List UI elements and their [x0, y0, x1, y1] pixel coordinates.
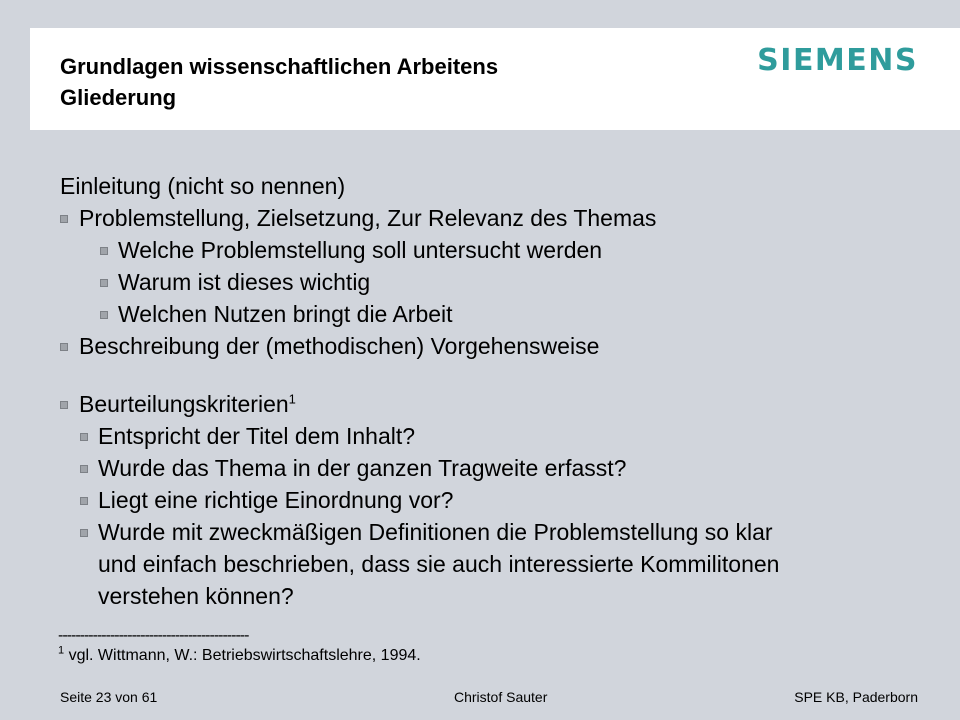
- bullet-text: Wurde das Thema in der ganzen Tragweite erfasst?: [98, 455, 627, 481]
- sub-bullet-continuation: und einfach beschrieben, dass sie auch interessierte Kommilitonen: [98, 551, 780, 577]
- bullet-text: Welche Problemstellung soll untersucht werden: [118, 237, 603, 263]
- square-bullet-icon: [80, 465, 88, 473]
- square-bullet-icon: [60, 343, 68, 351]
- sub-bullet: [60, 234, 940, 266]
- bullet-vorgehensweise: [60, 330, 940, 362]
- footnote-citation: vgl. Wittmann, W.: Betriebswirtschaftslehre, 1994.: [64, 647, 421, 664]
- bullet-text: Warum ist dieses wichtig: [118, 269, 371, 295]
- slide-title: [60, 51, 498, 113]
- square-bullet-icon: [100, 279, 108, 287]
- slide-body: [60, 170, 940, 612]
- bullet-text: Liegt eine richtige Einordnung vor?: [98, 487, 454, 513]
- sub-bullet: [60, 266, 940, 298]
- footer-author: Christof Sauter: [454, 689, 548, 705]
- footnote-ref: 1: [288, 391, 296, 407]
- sub-bullet: [60, 516, 940, 548]
- square-bullet-icon: [100, 311, 108, 319]
- square-bullet-icon: [60, 401, 68, 409]
- sub-bullet: [60, 420, 940, 452]
- footnote-marker: 1: [58, 644, 65, 657]
- sub-bullet: [60, 484, 940, 516]
- bullet-problemstellung: [60, 202, 940, 234]
- bullet-text: Problemstellung, Zielsetzung, Zur Relevanz des Themas: [79, 205, 657, 231]
- bullet-text: Entspricht der Titel dem Inhalt?: [98, 423, 416, 449]
- footnote: [58, 626, 421, 666]
- sub-bullet-continuation: verstehen können?: [98, 583, 294, 609]
- footnote-separator: --------------------------------------------: [58, 627, 249, 644]
- sub-bullet: [60, 298, 940, 330]
- bullet-text: Wurde mit zweckmäßigen Definitionen die Problemstellung so klar: [98, 519, 773, 545]
- square-bullet-icon: [80, 433, 88, 441]
- square-bullet-icon: [80, 497, 88, 505]
- square-bullet-icon: [100, 247, 108, 255]
- title-line-1: Grundlagen wissenschaftlichen Arbeitens: [60, 54, 499, 79]
- sub-bullet: [60, 452, 940, 484]
- bullet-text: Beurteilungskriterien: [79, 391, 289, 417]
- square-bullet-icon: [60, 215, 68, 223]
- square-bullet-icon: [80, 529, 88, 537]
- page-number: Seite 23 von 61: [60, 689, 158, 705]
- bullet-text: Welchen Nutzen bringt die Arbeit: [118, 301, 453, 327]
- slide-header: [30, 28, 960, 130]
- bullet-beurteilungskriterien: [60, 388, 940, 420]
- title-line-2: Gliederung: [60, 85, 177, 110]
- footnote-text: [58, 646, 421, 666]
- siemens-logo: SIEMENS: [757, 43, 918, 78]
- footer-organization: SPE KB, Paderborn: [794, 689, 918, 705]
- intro-heading: Einleitung (nicht so nennen): [60, 173, 346, 199]
- bullet-text: Beschreibung der (methodischen) Vorgehensweise: [79, 333, 600, 359]
